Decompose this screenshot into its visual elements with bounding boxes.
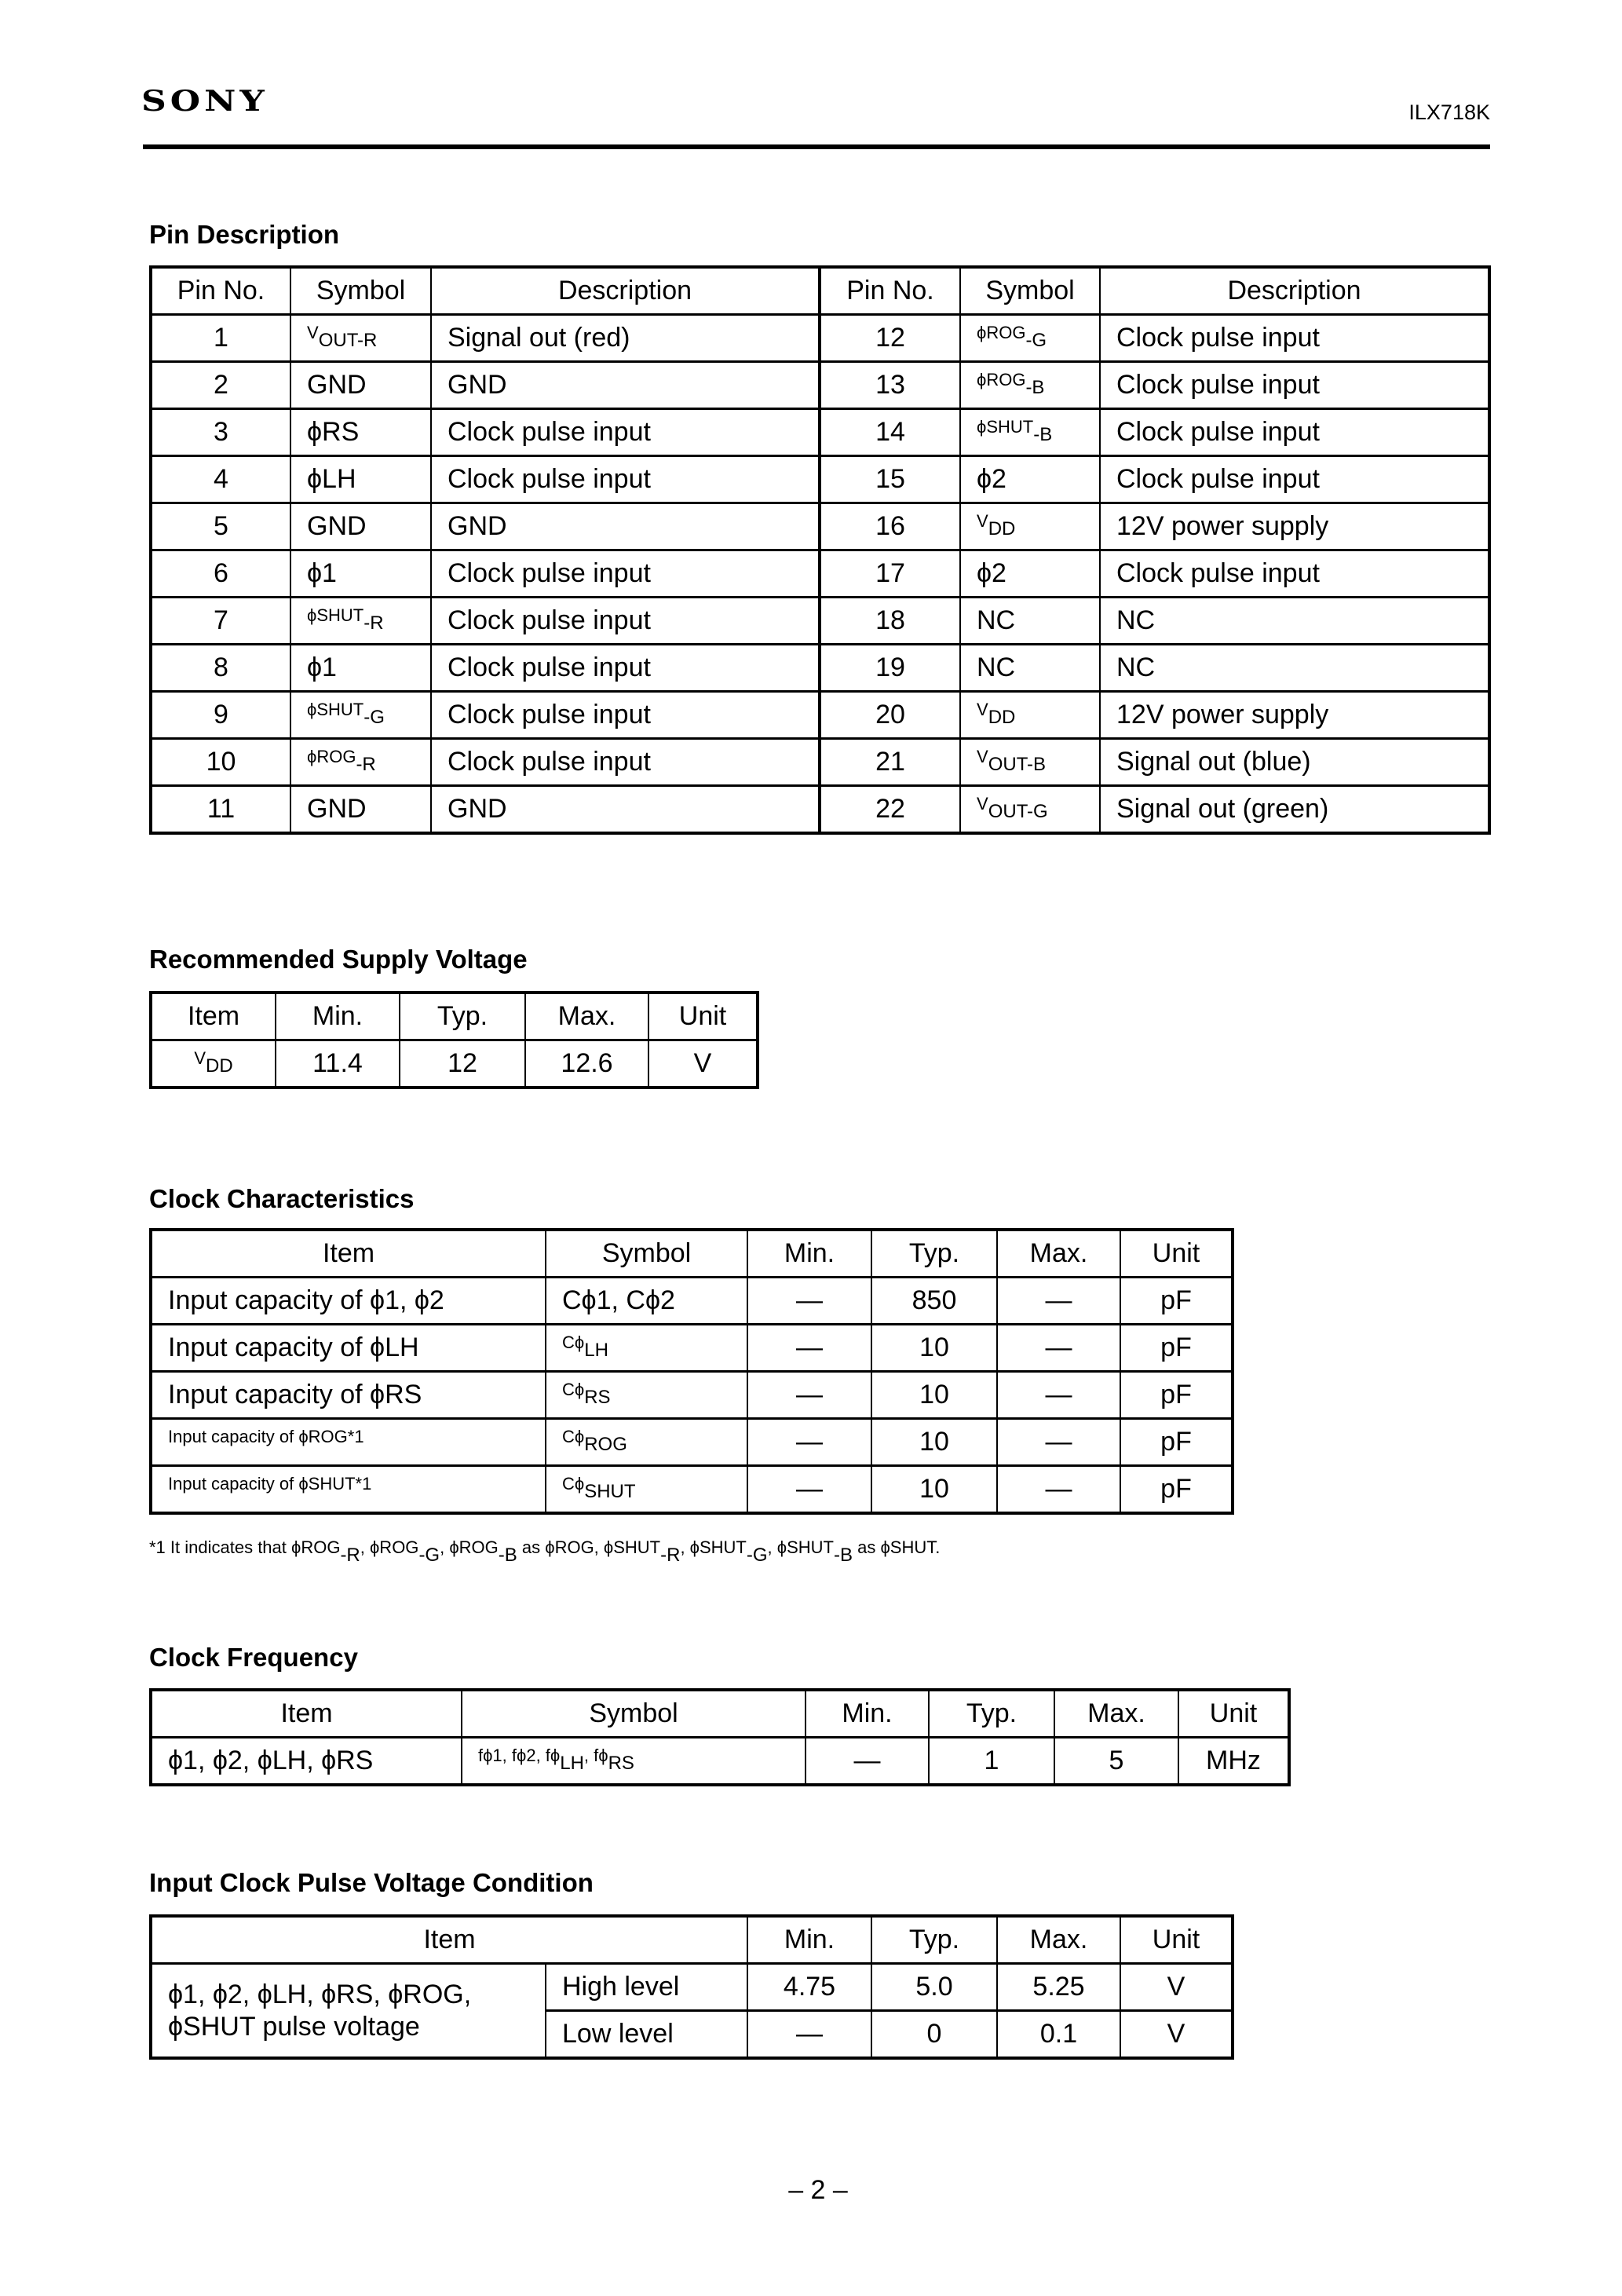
footnote-marker: *1 — [355, 1473, 372, 1493]
header-cell: Unit — [1120, 1916, 1233, 1964]
cell — [462, 1738, 806, 1786]
cell: 10 — [871, 1372, 997, 1419]
header-cell: Symbol — [290, 267, 431, 315]
header-cell: Max. — [997, 1230, 1120, 1278]
cell: 7 — [151, 598, 290, 645]
cell — [290, 692, 431, 739]
text-segment: V — [977, 746, 988, 766]
table-row — [151, 1372, 1233, 1419]
cell: Input capacity of ϕLH — [151, 1325, 546, 1372]
cell: Input capacity of ϕRS — [151, 1372, 546, 1419]
text-segment: ϕSHUT — [307, 605, 364, 625]
cell: 11 — [151, 786, 290, 834]
table-row — [151, 692, 1489, 739]
text-segment: as ϕSHUT. — [852, 1537, 941, 1557]
cell: — — [997, 1372, 1120, 1419]
cell: Clock pulse input — [1100, 409, 1489, 456]
cell: 14 — [820, 409, 960, 456]
cell — [290, 739, 431, 786]
text-segment: ϕROG — [977, 369, 1026, 389]
table-row — [151, 1466, 1233, 1514]
text-segment: as ϕROG, ϕSHUT — [517, 1537, 661, 1557]
cell: — — [747, 1325, 871, 1372]
cell — [960, 315, 1100, 362]
text-segment: ϕSHUT — [977, 416, 1034, 437]
cell: 12V power supply — [1100, 503, 1489, 550]
header-cell: Unit — [1178, 1690, 1289, 1738]
cell: 10 — [871, 1325, 997, 1372]
subscript-segment: OUT-G — [988, 800, 1048, 822]
subscript-segment: -R — [660, 1545, 681, 1566]
header-cell: Unit — [648, 993, 758, 1040]
subscript-segment: -R — [363, 612, 384, 634]
cell: 12.6 — [525, 1040, 648, 1088]
cell: 12 — [400, 1040, 525, 1088]
subscript-segment: -G — [746, 1545, 768, 1566]
cell: 5.0 — [871, 1964, 997, 2011]
text-segment: , ϕROG — [360, 1537, 419, 1557]
text-segment: V — [307, 322, 319, 342]
text-segment: Input capacity of ϕROG — [168, 1426, 348, 1446]
cell: GND — [290, 786, 431, 834]
item-line: ϕ1, ϕ2, ϕLH, ϕRS, ϕROG, — [168, 1979, 472, 2009]
cell — [290, 315, 431, 362]
cell: Clock pulse input — [431, 645, 820, 692]
text-segment: ϕROG — [977, 322, 1026, 342]
clock-characteristics-heading: Clock Characteristics — [149, 1184, 415, 1213]
footnote-marker: *1 — [149, 1537, 166, 1557]
text-segment: V — [194, 1047, 206, 1068]
cell: ϕ2 — [960, 550, 1100, 598]
cell: pF — [1120, 1466, 1233, 1514]
text-segment: V — [977, 793, 988, 813]
pin-description-table — [149, 265, 1491, 835]
cell: MHz — [1178, 1738, 1289, 1786]
cell: Clock pulse input — [431, 692, 820, 739]
cell: — — [997, 1278, 1120, 1325]
cell — [960, 692, 1100, 739]
header-cell: Item — [151, 1916, 747, 1964]
cell — [151, 1466, 546, 1514]
model-number: ILX718K — [1408, 101, 1490, 124]
cell: 850 — [871, 1278, 997, 1325]
cell: — — [747, 2011, 871, 2059]
cell: Signal out (green) — [1100, 786, 1489, 834]
subscript-segment: -B — [1033, 423, 1053, 445]
table-row — [151, 645, 1489, 692]
table-header-row — [151, 993, 758, 1040]
cell: Low level — [546, 2011, 747, 2059]
cell: Clock pulse input — [1100, 315, 1489, 362]
text-segment: It indicates that ϕROG — [165, 1537, 341, 1557]
header-cell: Max. — [1054, 1690, 1178, 1738]
table-row — [151, 456, 1489, 503]
cell: — — [747, 1419, 871, 1466]
subscript-segment: DD — [206, 1055, 233, 1077]
table-row — [151, 1419, 1233, 1466]
cell: Cϕ1, Cϕ2 — [546, 1278, 747, 1325]
cell: 20 — [820, 692, 960, 739]
cell: Clock pulse input — [431, 739, 820, 786]
cell: 5 — [151, 503, 290, 550]
header-rule — [143, 144, 1490, 149]
cell — [546, 1325, 747, 1372]
cell: 15 — [820, 456, 960, 503]
subscript-segment: LH — [584, 1339, 608, 1361]
cell: 3 — [151, 409, 290, 456]
clock-frequency-table — [149, 1688, 1291, 1786]
cell: 4 — [151, 456, 290, 503]
cell: Clock pulse input — [1100, 456, 1489, 503]
cell: — — [997, 1325, 1120, 1372]
table-row — [151, 409, 1489, 456]
cell: 17 — [820, 550, 960, 598]
table-row — [151, 315, 1489, 362]
table-header-row — [151, 267, 1489, 315]
cell — [290, 598, 431, 645]
header-cell: Max. — [525, 993, 648, 1040]
subscript-segment: -G — [363, 706, 385, 728]
text-segment: , ϕSHUT — [680, 1537, 747, 1557]
cell: Clock pulse input — [431, 409, 820, 456]
subscript-segment: -B — [833, 1545, 853, 1566]
cell: 18 — [820, 598, 960, 645]
cell: 0 — [871, 2011, 997, 2059]
cell: V — [648, 1040, 758, 1088]
cell: 21 — [820, 739, 960, 786]
cell — [960, 409, 1100, 456]
cell: Clock pulse input — [1100, 550, 1489, 598]
subscript-segment: -G — [418, 1545, 440, 1566]
cell: 9 — [151, 692, 290, 739]
subscript-segment: -R — [340, 1545, 360, 1566]
cell: GND — [431, 503, 820, 550]
text-segment: Cϕ — [562, 1426, 585, 1446]
header-cell: Unit — [1120, 1230, 1233, 1278]
cell: 6 — [151, 550, 290, 598]
pin-description-heading: Pin Description — [149, 220, 340, 249]
table-row — [151, 1325, 1233, 1372]
table-row — [151, 1040, 758, 1088]
cell: High level — [546, 1964, 747, 2011]
cell — [960, 503, 1100, 550]
header-cell: Typ. — [400, 993, 525, 1040]
header-cell: Symbol — [462, 1690, 806, 1738]
cell: Clock pulse input — [1100, 362, 1489, 409]
header-cell: Description — [1100, 267, 1489, 315]
sony-logo: SONY — [141, 85, 269, 118]
cell: GND — [290, 503, 431, 550]
text-segment: , ϕSHUT — [767, 1537, 834, 1557]
cell: ϕLH — [290, 456, 431, 503]
subscript-segment: SHUT — [584, 1480, 636, 1502]
subscript-segment: -B — [498, 1545, 517, 1566]
cell: — — [997, 1466, 1120, 1514]
header-cell: Typ. — [871, 1916, 997, 1964]
supply-voltage-heading: Recommended Supply Voltage — [149, 945, 528, 974]
text-segment: V — [977, 699, 988, 719]
table-header-row — [151, 1230, 1233, 1278]
table-row — [151, 598, 1489, 645]
cell: GND — [431, 362, 820, 409]
cell: 4.75 — [747, 1964, 871, 2011]
table-row — [151, 1964, 1233, 2011]
cell: 10 — [871, 1419, 997, 1466]
cell: pF — [1120, 1419, 1233, 1466]
cell: 0.1 — [997, 2011, 1120, 2059]
header-cell: Min. — [747, 1230, 871, 1278]
text-segment: fϕ1, fϕ2, fϕ — [478, 1745, 561, 1765]
table-row — [151, 1278, 1233, 1325]
subscript-segment: RS — [608, 1752, 634, 1774]
cell: Clock pulse input — [431, 598, 820, 645]
table-row — [151, 503, 1489, 550]
table-header-row — [151, 1916, 1233, 1964]
cell: — — [747, 1466, 871, 1514]
header-cell: Min. — [747, 1916, 871, 1964]
cell: Clock pulse input — [431, 550, 820, 598]
cell: pF — [1120, 1372, 1233, 1419]
header-cell: Typ. — [871, 1230, 997, 1278]
subscript-segment: -B — [1025, 376, 1045, 398]
cell — [546, 1419, 747, 1466]
header-cell: Item — [151, 1230, 546, 1278]
cell: V — [1120, 1964, 1233, 2011]
text-segment: Input capacity of ϕSHUT — [168, 1473, 356, 1493]
supply-voltage-table — [149, 991, 759, 1089]
cell: — — [747, 1372, 871, 1419]
cell: 5.25 — [997, 1964, 1120, 2011]
subscript-segment: LH — [560, 1752, 584, 1774]
cell: V — [1120, 2011, 1233, 2059]
cell: — — [747, 1278, 871, 1325]
header-cell: Item — [151, 1690, 462, 1738]
cell: 1 — [929, 1738, 1054, 1786]
cell — [546, 1372, 747, 1419]
cell: NC — [960, 645, 1100, 692]
cell: NC — [960, 598, 1100, 645]
cell: 5 — [1054, 1738, 1178, 1786]
cell — [151, 1419, 546, 1466]
cell: Clock pulse input — [431, 456, 820, 503]
cell — [960, 739, 1100, 786]
cell: 10 — [871, 1466, 997, 1514]
cell: 2 — [151, 362, 290, 409]
cell: 19 — [820, 645, 960, 692]
cell: 12V power supply — [1100, 692, 1489, 739]
cell: 22 — [820, 786, 960, 834]
cell: 12 — [820, 315, 960, 362]
subscript-segment: RS — [584, 1386, 611, 1408]
cell: Signal out (blue) — [1100, 739, 1489, 786]
subscript-segment: OUT-B — [988, 753, 1047, 775]
cell: 8 — [151, 645, 290, 692]
text-segment: Cϕ — [562, 1379, 585, 1399]
text-segment: Cϕ — [562, 1473, 585, 1493]
cell — [960, 362, 1100, 409]
text-segment: V — [977, 510, 988, 531]
cell: 1 — [151, 315, 290, 362]
subscript-segment: -G — [1025, 329, 1047, 351]
table-row — [151, 550, 1489, 598]
footnote — [149, 1537, 940, 1568]
cell — [546, 1466, 747, 1514]
cell: ϕRS — [290, 409, 431, 456]
cell: ϕ1, ϕ2, ϕLH, ϕRS — [151, 1738, 462, 1786]
cell: Signal out (red) — [431, 315, 820, 362]
cell: 13 — [820, 362, 960, 409]
table-row — [151, 1738, 1289, 1786]
header-cell: Pin No. — [820, 267, 960, 315]
header-cell: Min. — [276, 993, 400, 1040]
cell: 10 — [151, 739, 290, 786]
cell — [151, 1040, 276, 1088]
item-cell — [151, 1964, 546, 2059]
cell: ϕ2 — [960, 456, 1100, 503]
text-segment: , fϕ — [583, 1745, 608, 1765]
clock-characteristics-table — [149, 1228, 1234, 1515]
cell: — — [806, 1738, 929, 1786]
subscript-segment: DD — [988, 517, 1016, 539]
cell: GND — [431, 786, 820, 834]
subscript-segment: DD — [988, 706, 1016, 728]
text-segment: , ϕROG — [440, 1537, 499, 1557]
cell: ϕ1 — [290, 645, 431, 692]
table-row — [151, 786, 1489, 834]
header-cell: Description — [431, 267, 820, 315]
subscript-segment: -R — [356, 753, 376, 775]
input-clock-heading: Input Clock Pulse Voltage Condition — [149, 1868, 594, 1897]
cell: pF — [1120, 1278, 1233, 1325]
table-row — [151, 739, 1489, 786]
cell: 11.4 — [276, 1040, 400, 1088]
header-cell: Max. — [997, 1916, 1120, 1964]
clock-frequency-heading: Clock Frequency — [149, 1643, 358, 1672]
text-segment: ϕSHUT — [307, 699, 364, 719]
header-cell: Item — [151, 993, 276, 1040]
cell: 16 — [820, 503, 960, 550]
footnote-marker: *1 — [347, 1426, 364, 1446]
text-segment: ϕROG — [307, 746, 356, 766]
cell: NC — [1100, 598, 1489, 645]
cell: — — [997, 1419, 1120, 1466]
cell: GND — [290, 362, 431, 409]
cell: ϕ1 — [290, 550, 431, 598]
header-cell: Min. — [806, 1690, 929, 1738]
page-number: – 2 – — [788, 2175, 848, 2205]
cell: pF — [1120, 1325, 1233, 1372]
header-cell: Pin No. — [151, 267, 290, 315]
subscript-segment: ROG — [584, 1433, 627, 1455]
input-clock-table — [149, 1914, 1234, 2060]
header-cell: Symbol — [960, 267, 1100, 315]
subscript-segment: OUT-R — [318, 329, 378, 351]
header-cell: Typ. — [929, 1690, 1054, 1738]
item-line: ϕSHUT pulse voltage — [168, 2011, 420, 2042]
text-segment: Cϕ — [562, 1332, 585, 1352]
table-row — [151, 362, 1489, 409]
table-header-row — [151, 1690, 1289, 1738]
cell: Input capacity of ϕ1, ϕ2 — [151, 1278, 546, 1325]
cell — [960, 786, 1100, 834]
header-cell: Symbol — [546, 1230, 747, 1278]
cell: NC — [1100, 645, 1489, 692]
